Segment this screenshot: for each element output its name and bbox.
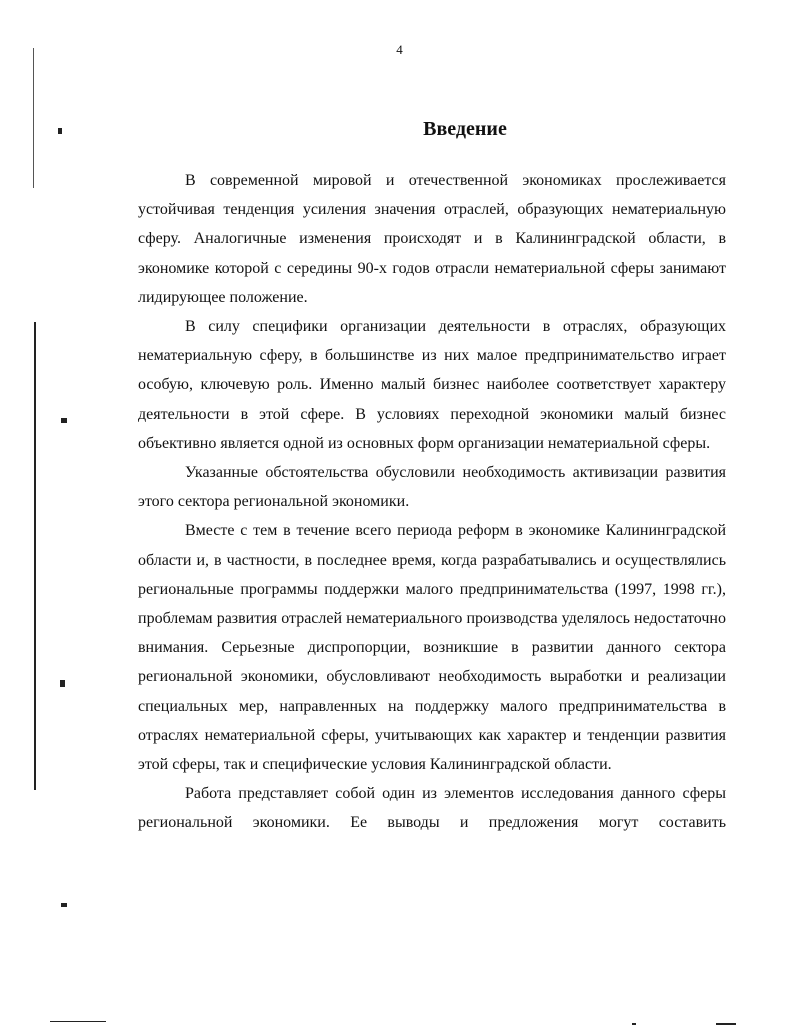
- paragraph-5: Работа представляет собой один из элементов исследования данного сферы региональной экономики. Ее выводы и предложения могут составить: [138, 785, 726, 832]
- paragraph-4: Вместе с тем в течение всего периода реформ в экономике Калининградской области и, в частности, в последнее время, когда разрабатывались и осуществлялись региональные программы поддержки малого предпринимательства (1997, 1998 гг.), проблемам развития отраслей нематериального производства уделялось недостаточно внимания. Серьезные диспропорции, возникшие в развитии данного сектора региональной экономики, обусловливают необходимость выработки и реализации специальных мер, направленных на поддержку малого предпринимательства в отраслях нематериальной сферы, учитывающих как характер и тенденции развития этой сферы, так и специфические условия Калининградской области.: [138, 522, 726, 774]
- scan-speck: [632, 1023, 636, 1025]
- paragraph-3: Указанные обстоятельства обусловили необходимость активизации развития этого сектора региональной экономики.: [138, 464, 726, 511]
- scan-speck: [61, 418, 67, 423]
- scan-margin-line-bottom: [34, 322, 36, 790]
- section-heading: Введение: [423, 118, 507, 140]
- scan-bottom-line: [50, 1021, 106, 1022]
- body-text: [138, 166, 726, 838]
- scan-speck: [716, 1023, 736, 1025]
- paragraph-2: В силу специфики организации деятельности в отраслях, образующих нематериальную сферу, в большинстве из них малое предпринимательство играет особую, ключевую роль. Именно малый бизнес наиболее соответствует характеру деятельности в этой сфере. В условиях переходной экономики малый бизнес объективно является одной из основных форм организации нематериальной сферы.: [138, 318, 726, 452]
- paragraph-1: В современной мировой и отечественной экономиках прослеживается устойчивая тенденция усиления значения отраслей, образующих нематериальную сферу. Аналогичные изменения происходят и в Калининградской области, в экономике которой с середины 90-х годов отрасли нематериальной сферы занимают лидирующее положение.: [138, 172, 726, 306]
- scan-margin-line-top: [33, 48, 34, 188]
- scan-speck: [60, 680, 65, 687]
- page-number: 4: [396, 42, 403, 57]
- scan-speck: [58, 128, 62, 134]
- scan-speck: [61, 903, 67, 907]
